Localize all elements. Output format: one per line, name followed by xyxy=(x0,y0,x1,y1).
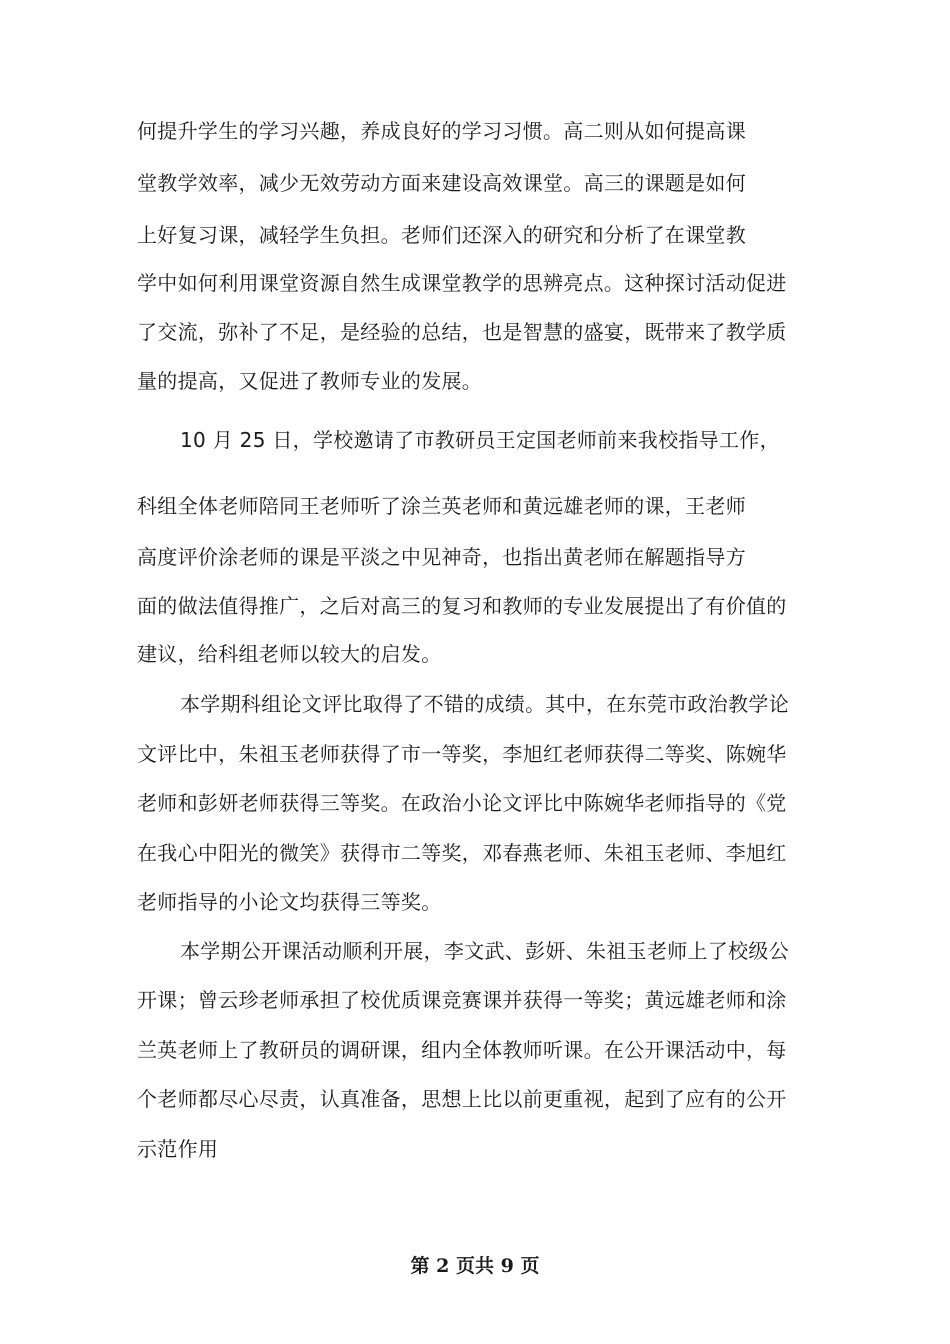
text-line: 学中如何利用课堂资源自然生成课堂教学的思辨亮点。这种探讨活动促进 xyxy=(137,271,787,295)
text-line: 堂教学效率，减少无效劳动方面来建设高效课堂。高三的课题是如何 xyxy=(137,171,746,195)
paragraph-first-line: 本学期公开课活动顺利开展，李文武、彭妍、朱祖玉老师上了校级公 xyxy=(180,939,789,963)
paragraph-first-line: 10 月 25 日，学校邀请了市教研员王定国老师前来我校指导工作， xyxy=(180,428,780,452)
text-line: 老师指导的小论文均获得三等奖。 xyxy=(137,890,442,914)
text-line: 了交流，弥补了不足，是经验的总结，也是智慧的盛宴，既带来了教学质 xyxy=(137,320,787,344)
text-line: 文评比中，朱祖玉老师获得了市一等奖，李旭红老师获得二等奖、陈婉华 xyxy=(137,742,787,766)
text-line: 示范作用 xyxy=(137,1137,219,1161)
text-line: 建议，给科组老师以较大的启发。 xyxy=(137,642,442,666)
text-line: 个老师都尽心尽责，认真准备，思想上比以前更重视，起到了应有的公开 xyxy=(137,1087,787,1111)
text-line: 面的做法值得推广，之后对高三的复习和教师的专业发展提出了有价值的 xyxy=(137,594,787,618)
page-number-footer: 第 2 页共 9 页 xyxy=(410,1255,540,1277)
paragraph-first-line: 本学期科组论文评比取得了不错的成绩。其中，在东莞市政治教学论 xyxy=(180,692,789,716)
text-line: 何提升学生的学习兴趣，养成良好的学习习惯。高二则从如何提高课 xyxy=(137,119,746,143)
text-line: 兰英老师上了教研员的调研课，组内全体教师听课。在公开课活动中，每 xyxy=(137,1038,787,1062)
text-line: 高度评价涂老师的课是平淡之中见神奇，也指出黄老师在解题指导方 xyxy=(137,545,746,569)
text-line: 科组全体老师陪同王老师听了涂兰英老师和黄远雄老师的课，王老师 xyxy=(137,494,746,518)
text-line: 老师和彭妍老师获得三等奖。在政治小论文评比中陈婉华老师指导的《党 xyxy=(137,791,787,815)
text-line: 量的提高，又促进了教师专业的发展。 xyxy=(137,369,483,393)
text-line: 上好复习课，减轻学生负担。老师们还深入的研究和分析了在课堂教 xyxy=(137,223,746,247)
text-line: 开课；曾云珍老师承担了校优质课竞赛课并获得一等奖；黄远雄老师和涂 xyxy=(137,988,787,1012)
text-line: 在我心中阳光的微笑》获得市二等奖，邓春燕老师、朱祖玉老师、李旭红 xyxy=(137,841,787,865)
